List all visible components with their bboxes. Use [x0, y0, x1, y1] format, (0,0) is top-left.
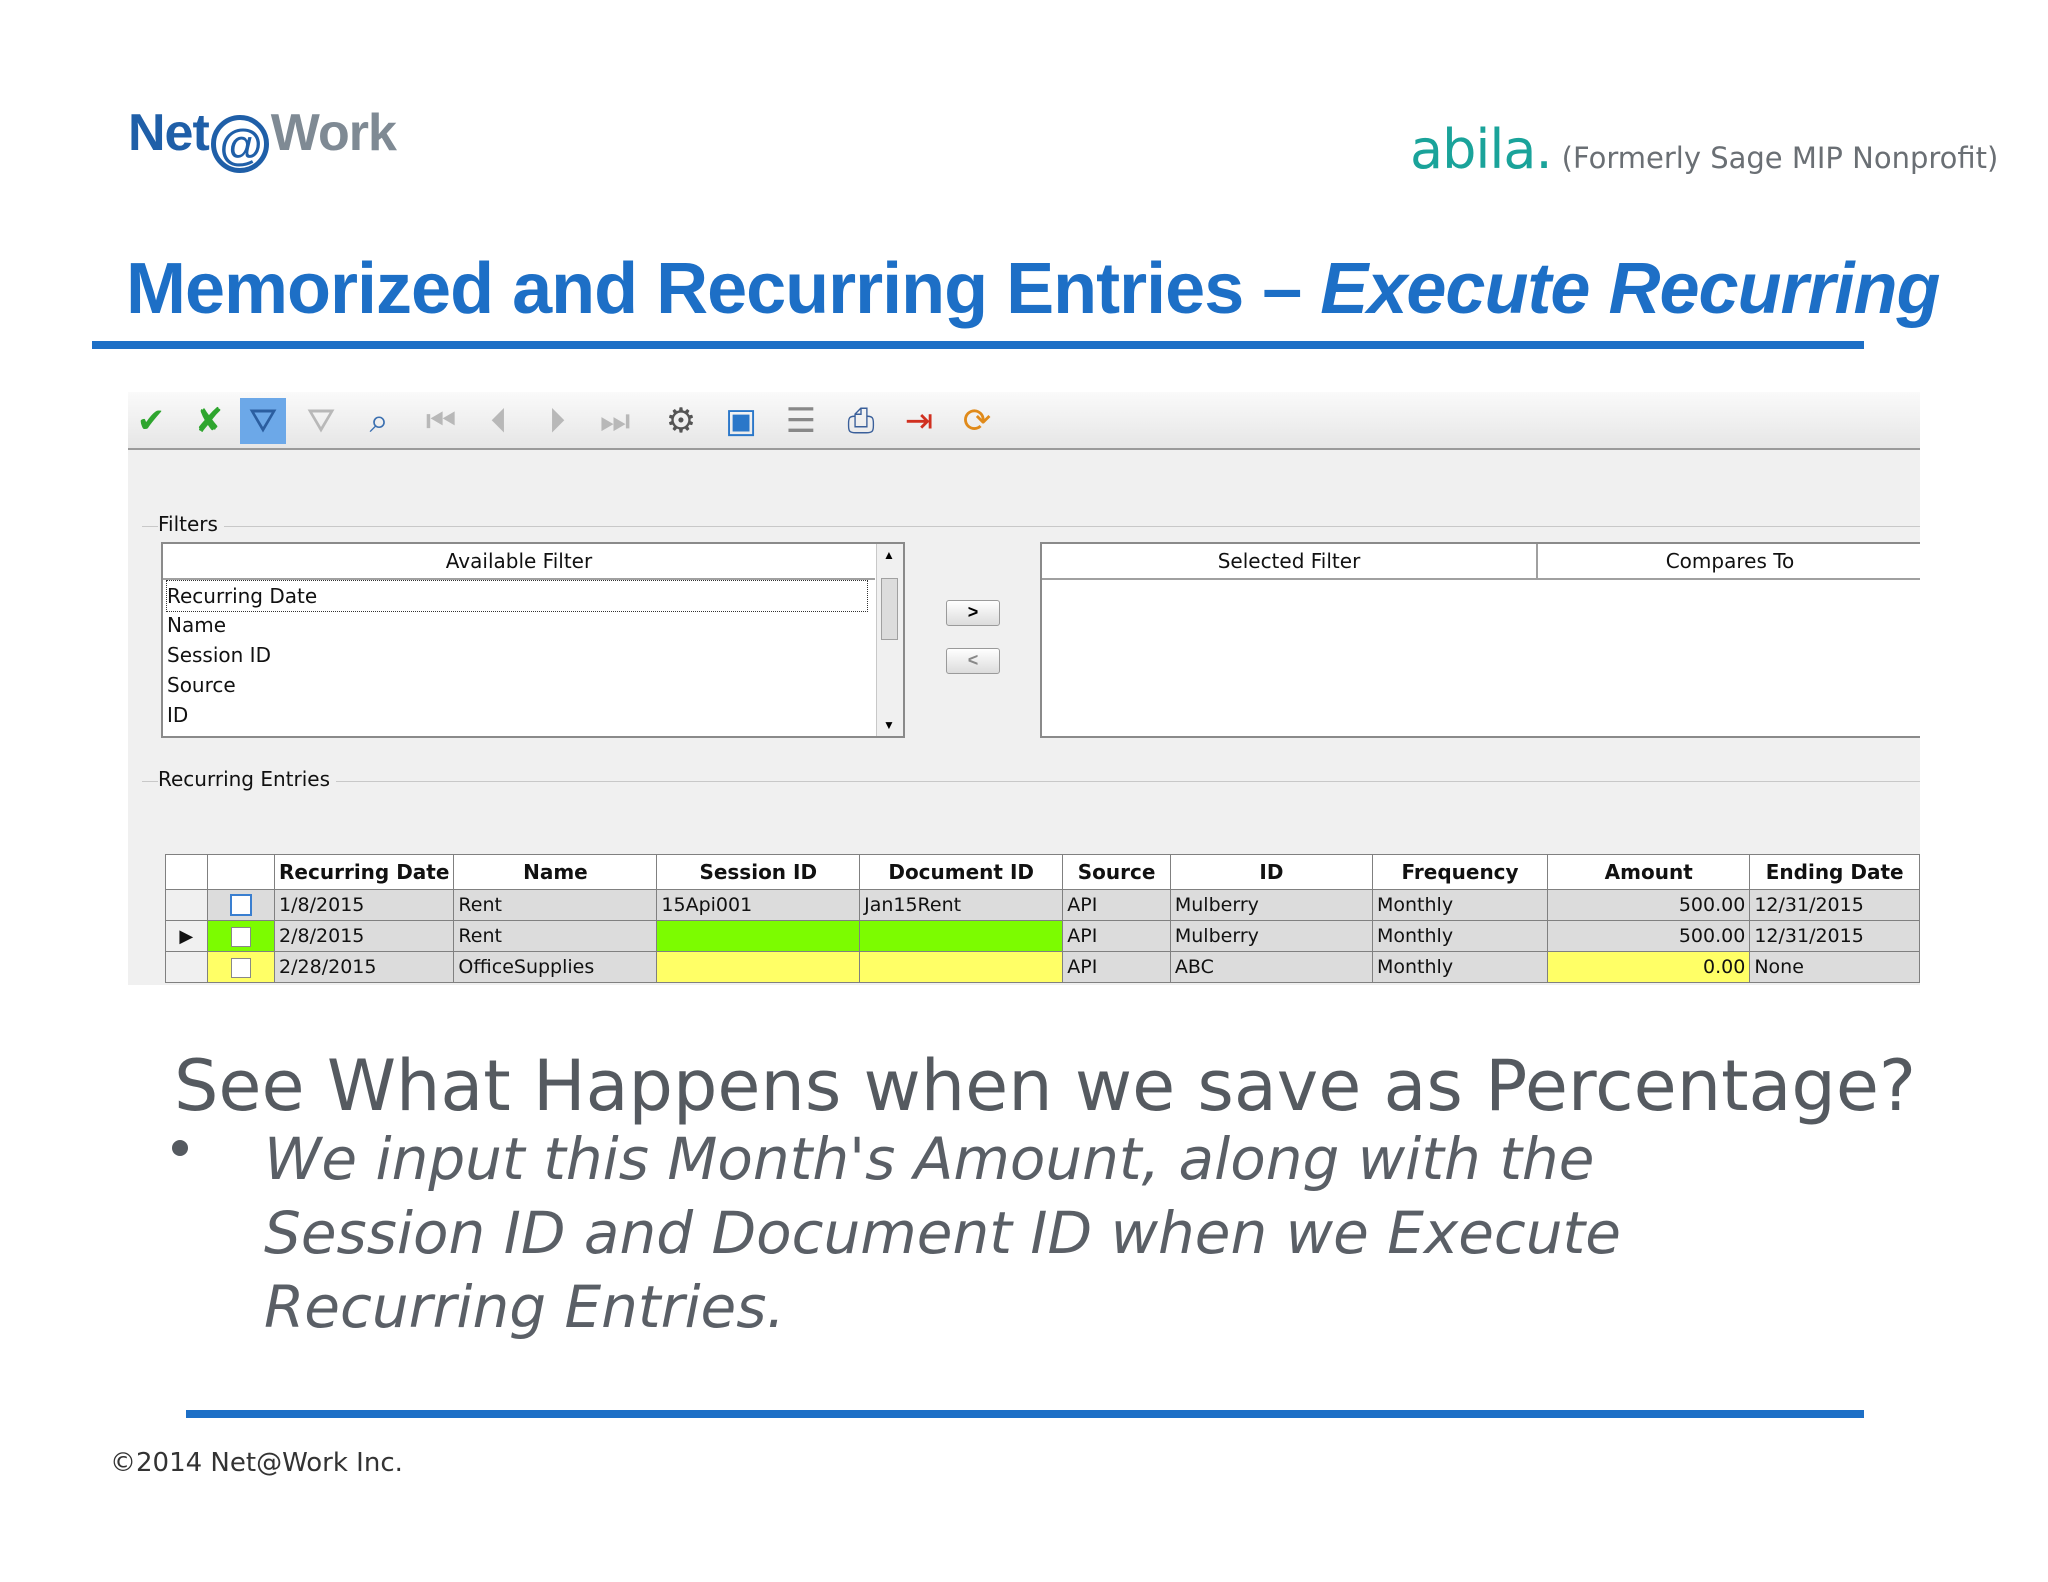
- cell-session-id[interactable]: [657, 952, 860, 983]
- compares-to-header[interactable]: Compares To: [1538, 544, 1920, 580]
- filter-item-recurring-date[interactable]: Recurring Date: [166, 580, 868, 612]
- cell-frequency[interactable]: Monthly: [1372, 921, 1547, 952]
- cell-ending-date[interactable]: None: [1750, 952, 1920, 983]
- logo-at-symbol: @: [211, 115, 269, 173]
- cell-id[interactable]: ABC: [1170, 952, 1372, 983]
- col-ending-date[interactable]: Ending Date: [1750, 855, 1920, 890]
- uncheck-icon[interactable]: ✘: [194, 401, 224, 441]
- col-session-id[interactable]: Session ID: [657, 855, 860, 890]
- cell-id[interactable]: Mulberry: [1170, 921, 1372, 952]
- available-filter-list[interactable]: [161, 542, 905, 738]
- filter-icon[interactable]: ⛛: [240, 398, 286, 444]
- cell-amount[interactable]: 500.00: [1548, 890, 1750, 921]
- filter-item-id[interactable]: ID: [167, 703, 189, 727]
- table-row[interactable]: [166, 921, 1920, 952]
- scroll-down-icon[interactable]: ▼: [883, 718, 895, 732]
- filter-item-name[interactable]: Name: [167, 613, 227, 637]
- remove-filter-button[interactable]: <: [946, 648, 1000, 674]
- cell-amount[interactable]: 500.00: [1548, 921, 1750, 952]
- filter-item-session-id[interactable]: Session ID: [167, 643, 271, 667]
- filter-clear-icon[interactable]: ⛛: [306, 401, 336, 441]
- logo-net-text: Net: [128, 104, 209, 162]
- recurring-group-label: Recurring Entries: [158, 767, 336, 791]
- netatwork-logo: [128, 103, 396, 173]
- next-record-icon[interactable]: ⏵: [548, 401, 566, 441]
- row-checkbox[interactable]: [231, 927, 251, 947]
- row-selector[interactable]: [166, 921, 208, 952]
- title-divider: [92, 341, 1864, 349]
- last-record-icon[interactable]: ⏭: [599, 401, 631, 441]
- abila-subtitle: (Formerly Sage MIP Nonprofit): [1561, 141, 1999, 175]
- cell-session-id[interactable]: 15Api001: [657, 890, 860, 921]
- cell-frequency[interactable]: Monthly: [1372, 890, 1547, 921]
- logo-work-text: Work: [270, 104, 396, 162]
- find-icon[interactable]: ⌕: [369, 401, 389, 441]
- col-recurring-date[interactable]: Recurring Date: [275, 855, 454, 890]
- cell-session-id[interactable]: [657, 921, 860, 952]
- bullet-icon: [172, 1140, 188, 1156]
- exit-icon[interactable]: ⇥: [904, 401, 934, 441]
- slide-bullet-text: We input this Month's Amount, along with the Session ID and Document ID when we Execute Recurring Entries.: [264, 1125, 1621, 1341]
- filters-group-border: [142, 526, 1920, 527]
- col-frequency[interactable]: Frequency: [1372, 855, 1547, 890]
- recurring-entries-grid: [165, 854, 1920, 983]
- toolbar: [128, 392, 1920, 450]
- display-icon[interactable]: ▣: [724, 401, 758, 441]
- row-selector[interactable]: [166, 890, 208, 921]
- add-filter-button[interactable]: >: [946, 600, 1000, 626]
- row-checkbox[interactable]: [230, 894, 252, 916]
- col-document-id[interactable]: Document ID: [860, 855, 1063, 890]
- cell-recurring-date[interactable]: 1/8/2015: [275, 890, 454, 921]
- row-selector[interactable]: [166, 952, 208, 983]
- cell-frequency[interactable]: Monthly: [1372, 952, 1547, 983]
- grid-header-row: [166, 855, 1920, 890]
- cell-amount[interactable]: 0.00: [1548, 952, 1750, 983]
- list-icon[interactable]: ☰: [785, 401, 817, 441]
- cell-name[interactable]: OfficeSupplies: [454, 952, 657, 983]
- cell-recurring-date[interactable]: 2/28/2015: [275, 952, 454, 983]
- available-filter-header[interactable]: Available Filter: [163, 544, 875, 580]
- check-icon[interactable]: ✔: [136, 401, 166, 441]
- scroll-thumb[interactable]: [881, 578, 898, 640]
- abila-logo: [1410, 118, 1998, 181]
- row-checkbox-cell[interactable]: [207, 921, 274, 952]
- current-row-icon: ▶: [179, 925, 194, 947]
- cell-recurring-date[interactable]: 2/8/2015: [275, 921, 454, 952]
- execute-icon[interactable]: ⟳: [962, 401, 992, 441]
- footer-divider: [186, 1410, 1864, 1418]
- cell-document-id[interactable]: Jan15Rent: [860, 890, 1063, 921]
- row-selector-header: [166, 855, 208, 890]
- recurring-group-border: [142, 781, 1920, 782]
- available-filter-scrollbar[interactable]: [876, 544, 903, 736]
- col-id[interactable]: ID: [1170, 855, 1372, 890]
- cell-ending-date[interactable]: 12/31/2015: [1750, 890, 1920, 921]
- slide-title-main: Memorized and Recurring Entries –: [126, 249, 1321, 329]
- table-row[interactable]: [166, 952, 1920, 983]
- execute-recurring-window: [128, 392, 1920, 985]
- slide-question: See What Happens when we save as Percentage?: [174, 1045, 1917, 1127]
- previous-record-icon[interactable]: ⏴: [490, 401, 508, 441]
- selected-filter-header[interactable]: Selected Filter: [1042, 544, 1538, 580]
- scroll-up-icon[interactable]: ▲: [883, 548, 895, 562]
- abila-wordmark: abila.: [1410, 118, 1552, 181]
- cell-source[interactable]: API: [1063, 921, 1171, 952]
- filters-group-label: Filters: [158, 512, 224, 536]
- slide-title: [126, 248, 1940, 330]
- settings-icon[interactable]: ⚙: [665, 401, 697, 441]
- checkbox-header: [207, 855, 274, 890]
- table-row[interactable]: [166, 890, 1920, 921]
- slide-title-italic: Execute Recurring: [1320, 249, 1940, 329]
- col-source[interactable]: Source: [1063, 855, 1171, 890]
- copyright-text: ©2014 Net@Work Inc.: [110, 1448, 403, 1478]
- cell-document-id[interactable]: [860, 952, 1063, 983]
- filter-item-source[interactable]: Source: [167, 673, 236, 697]
- row-checkbox-cell[interactable]: [207, 952, 274, 983]
- row-checkbox-cell[interactable]: [207, 890, 274, 921]
- selected-filter-list[interactable]: [1040, 542, 1920, 738]
- cell-id[interactable]: Mulberry: [1170, 890, 1372, 921]
- cell-ending-date[interactable]: 12/31/2015: [1750, 921, 1920, 952]
- row-checkbox[interactable]: [231, 958, 251, 978]
- col-name[interactable]: Name: [454, 855, 657, 890]
- cell-document-id[interactable]: [860, 921, 1063, 952]
- first-record-icon[interactable]: ⏮: [425, 401, 457, 441]
- col-amount[interactable]: Amount: [1548, 855, 1750, 890]
- print-icon[interactable]: ⎙: [847, 401, 875, 441]
- cell-name[interactable]: Rent: [454, 890, 657, 921]
- cell-source[interactable]: API: [1063, 890, 1171, 921]
- cell-source[interactable]: API: [1063, 952, 1171, 983]
- cell-name[interactable]: Rent: [454, 921, 657, 952]
